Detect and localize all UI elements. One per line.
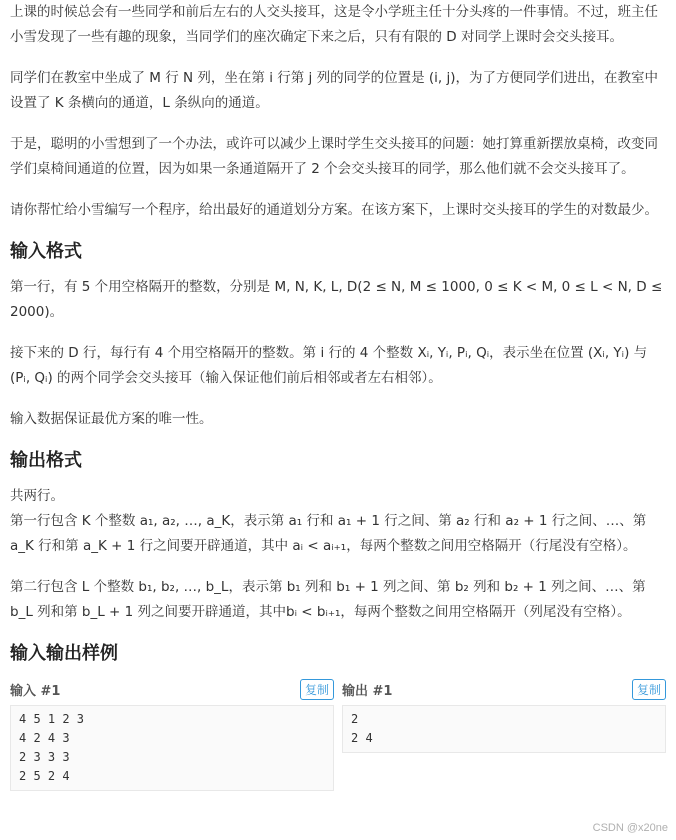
watermark: CSDN @x20ne [592, 822, 668, 834]
input-paragraph-1: 第一行，有 5 个用空格隔开的整数，分别是 M, N, K, L, D(2 ≤ N, M ≤ 1000, 0 ≤ K < M, 0 ≤ L < N, D ≤ 2000)。 [10, 279, 663, 320]
input-paragraph-2: 接下来的 D 行，每行有 4 个用空格隔开的整数。第 i 行的 4 个整数 Xᵢ, Yᵢ, Pᵢ, Qᵢ，表示坐在位置 (Xᵢ, Yᵢ) 与 (Pᵢ, Qᵢ) 的两个同学会交头接耳（输入保证他们前后相邻或者左右相邻）。 [10, 345, 648, 386]
intro-paragraph-2: 同学们在教室中坐成了 M 行 N 列，坐在第 i 行第 j 列的同学的位置是 (i, j)，为了方便同学们进出，在教室中设置了 K 条横向的通道，L 条纵向的通道。 [10, 70, 658, 111]
copy-output-button[interactable]: 复制 [632, 679, 666, 700]
input-paragraph-3: 输入数据保证最优方案的唯一性。 [10, 411, 213, 427]
output-paragraph-2: 第二行包含 L 个整数 b₁, b₂, …, b_L，表示第 b₁ 列和 b₁ + 1 列之间、第 b₂ 列和 b₂ + 1 列之间、…、第 b_L 列和第 b_L + 1 列之间要开辟通道，其中bᵢ < bᵢ₊₁，每两个整数之间用空格隔开（列尾没有空格）。 [10, 579, 646, 620]
sample-input-label: 输入 #1 [10, 683, 61, 699]
sample-output-box: 2 2 4 [342, 705, 666, 753]
output-format-heading: 输出格式 [10, 450, 82, 471]
samples-heading: 输入输出样例 [10, 643, 118, 664]
intro-paragraph-4: 请你帮忙给小雪编写一个程序，给出最好的通道划分方案。在该方案下，上课时交头接耳的学生的对数最少。 [10, 202, 658, 218]
sample-input-box: 4 5 1 2 3 4 2 4 3 2 3 3 3 2 5 2 4 [10, 705, 334, 791]
input-format-heading: 输入格式 [10, 241, 82, 262]
samples-container [10, 677, 666, 791]
output-paragraph-1: 共两行。 第一行包含 K 个整数 a₁, a₂, …, a_K，表示第 a₁ 行和 a₁ + 1 行之间、第 a₂ 行和 a₂ + 1 行之间、…、第 a_K 行和第 a_K + 1 行之间要开辟通道，其中 aᵢ < aᵢ₊₁，每两个整数之间用空格隔开（行尾没有空格）。 [10, 488, 647, 554]
copy-input-button[interactable]: 复制 [300, 679, 334, 700]
sample-output-label: 输出 #1 [342, 683, 393, 699]
intro-paragraph-1: 上课的时候总会有一些同学和前后左右的人交头接耳，这是令小学班主任十分头疼的一件事情。不过，班主任小雪发现了一些有趣的现象，当同学们的座次确定下来之后，只有有限的 D 对同学上课时会交头接耳。 [10, 4, 658, 45]
sample-input [10, 677, 334, 791]
intro-paragraph-3: 于是，聪明的小雪想到了一个办法，或许可以减少上课时学生交头接耳的问题：她打算重新摆放桌椅，改变同学们桌椅间通道的位置，因为如果一条通道隔开了 2 个会交头接耳的同学，那么他们就不会交头接耳了。 [10, 136, 658, 177]
problem-statement [10, 0, 666, 791]
sample-output [342, 677, 666, 791]
